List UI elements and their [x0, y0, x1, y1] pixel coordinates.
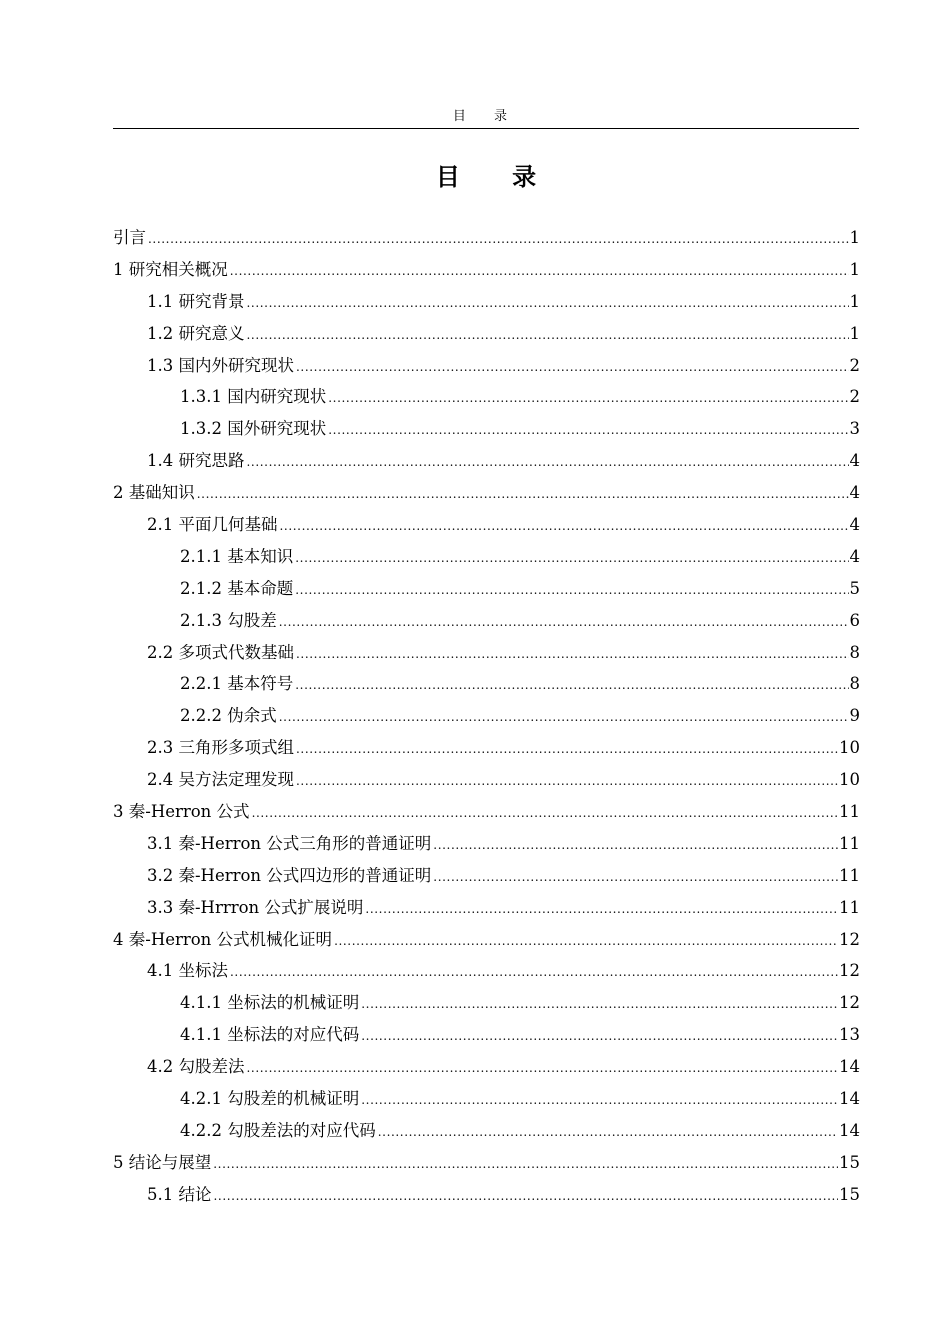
toc-entry[interactable] — [113, 477, 860, 509]
toc-entry[interactable] — [113, 892, 860, 924]
toc-dot-leader — [334, 926, 838, 958]
toc-dot-leader — [280, 511, 849, 543]
toc-page-number: 1 — [849, 228, 860, 247]
toc-entry-title: 3.2 秦-Herron 公式四边形的普通证明 — [147, 865, 432, 885]
toc-entry-title: 1.3.2 国外研究现状 — [180, 419, 327, 439]
toc-page-number: 9 — [849, 706, 860, 726]
toc-page-number: 11 — [839, 833, 860, 853]
toc-entry-title: 2.1.1 基本知识 — [180, 546, 294, 566]
toc-entry[interactable] — [113, 254, 860, 286]
toc-entry[interactable] — [113, 828, 860, 860]
toc-dot-leader — [247, 1053, 839, 1085]
toc-entry-title: 2.4 吴方法定理发现 — [147, 770, 294, 790]
toc-entry-title: 5 结论与展望 — [113, 1152, 212, 1172]
toc-entry[interactable] — [113, 350, 860, 382]
toc-entry-title: 1.3 国内外研究现状 — [147, 355, 294, 375]
toc-page-number: 2 — [849, 355, 860, 375]
toc-entry[interactable] — [113, 445, 860, 477]
toc-entry-title: 2.2.1 基本符号 — [180, 674, 294, 694]
toc-page-number: 1 — [849, 291, 860, 311]
toc-entry[interactable] — [113, 1083, 860, 1115]
toc-entry-title: 1.4 研究思路 — [147, 451, 245, 471]
toc-entry[interactable] — [113, 1147, 860, 1179]
toc-entry[interactable] — [113, 732, 860, 764]
toc-entry[interactable] — [113, 637, 860, 669]
toc-dot-leader — [296, 766, 838, 798]
toc-entry-title: 5.1 结论 — [147, 1184, 212, 1204]
toc-page-number: 12 — [839, 993, 860, 1013]
toc-dot-leader — [279, 607, 849, 639]
toc-page-number: 2 — [849, 387, 860, 407]
toc-dot-leader — [247, 288, 849, 320]
toc-dot-leader — [365, 894, 838, 926]
toc-page-number: 15 — [839, 1152, 860, 1172]
toc-dot-leader — [295, 575, 848, 607]
toc-dot-leader — [148, 224, 849, 256]
toc-page-number: 11 — [839, 897, 860, 917]
toc-dot-leader — [378, 1117, 838, 1149]
toc-entry-title: 1.3.1 国内研究现状 — [180, 387, 327, 407]
toc-entry-title: 2.1 平面几何基础 — [147, 515, 278, 535]
toc-entry[interactable] — [113, 987, 860, 1019]
toc-page-number: 10 — [839, 770, 860, 790]
toc-entry-title: 2.1.2 基本命题 — [180, 578, 294, 598]
page-title: 目 录 — [435, 163, 559, 191]
toc-dot-leader — [247, 447, 849, 479]
toc-dot-leader — [296, 734, 838, 766]
toc-dot-leader — [361, 1021, 838, 1053]
toc-dot-leader — [230, 256, 849, 288]
toc-dot-leader — [230, 957, 838, 989]
toc-entry-title: 2.1.3 勾股差 — [180, 610, 277, 630]
toc-entry[interactable] — [113, 764, 860, 796]
toc-entry[interactable] — [113, 796, 860, 828]
toc-entry[interactable] — [113, 1019, 860, 1051]
toc-entry[interactable] — [113, 605, 860, 637]
toc-entry[interactable] — [113, 1179, 860, 1211]
toc-dot-leader — [433, 830, 838, 862]
toc-entry-title: 4.2.2 勾股差法的对应代码 — [180, 1120, 376, 1140]
toc-entry-title: 1.1 研究背景 — [147, 291, 245, 311]
toc-page-number: 15 — [839, 1184, 860, 1204]
toc-page-number: 14 — [839, 1120, 860, 1140]
toc-dot-leader — [295, 670, 848, 702]
toc-entry[interactable] — [113, 541, 860, 573]
toc-entry[interactable] — [113, 1051, 860, 1083]
toc-entry-title: 4.2.1 勾股差的机械证明 — [180, 1089, 360, 1109]
toc-entry[interactable] — [113, 222, 860, 254]
toc-entry[interactable] — [113, 1115, 860, 1147]
toc-dot-leader — [247, 320, 849, 352]
toc-page-number: 3 — [849, 419, 860, 439]
toc-page-number: 12 — [839, 961, 860, 981]
toc-dot-leader — [252, 798, 838, 830]
toc-dot-leader — [328, 415, 848, 447]
header-rule — [113, 128, 859, 129]
toc-entry-title: 4.1.1 坐标法的机械证明 — [180, 993, 360, 1013]
toc-dot-leader — [361, 1085, 838, 1117]
toc-dot-leader — [296, 639, 849, 671]
toc-dot-leader — [296, 352, 849, 384]
toc-page-number: 14 — [839, 1057, 860, 1077]
toc-page-number: 12 — [839, 929, 860, 949]
toc-page-number: 4 — [849, 451, 860, 471]
toc-entry[interactable] — [113, 286, 860, 318]
toc-entry-title: 4.1.1 坐标法的对应代码 — [180, 1025, 360, 1045]
toc-entry[interactable] — [113, 318, 860, 350]
toc-page-number: 6 — [849, 610, 860, 630]
toc-entry-title: 2 基础知识 — [113, 483, 195, 503]
toc-entry-title: 2.2.2 伪余式 — [180, 706, 277, 726]
toc-entry-title: 4.1 坐标法 — [147, 961, 228, 981]
toc-dot-leader — [361, 989, 838, 1021]
toc-page-number: 1 — [849, 323, 860, 343]
toc-page-number: 4 — [849, 483, 860, 503]
toc-dot-leader — [197, 479, 849, 511]
toc-entry-title: 1.2 研究意义 — [147, 323, 245, 343]
toc-page-number: 10 — [839, 738, 860, 758]
toc-entry[interactable] — [113, 413, 860, 445]
toc-page-number: 14 — [839, 1089, 860, 1109]
toc-entry-title: 引言 — [113, 228, 146, 247]
toc-entry-title: 2.2 多项式代数基础 — [147, 642, 294, 662]
toc-entry-title: 1 研究相关概况 — [113, 259, 228, 279]
toc-entry[interactable] — [113, 381, 860, 413]
toc-page-number: 4 — [849, 515, 860, 535]
toc-page-number: 11 — [839, 802, 860, 822]
toc-dot-leader — [433, 862, 838, 894]
toc-entry-title: 4.2 勾股差法 — [147, 1057, 245, 1077]
toc-page-number: 8 — [849, 642, 860, 662]
toc-dot-leader — [295, 543, 848, 575]
toc-entry[interactable] — [113, 955, 860, 987]
toc-dot-leader — [328, 383, 848, 415]
toc-dot-leader — [214, 1181, 839, 1213]
toc-page-number: 13 — [839, 1025, 860, 1045]
toc-page-number: 4 — [849, 546, 860, 566]
toc-entry-title: 4 秦-Herron 公式机械化证明 — [113, 929, 333, 949]
toc-entry-title: 3.1 秦-Herron 公式三角形的普通证明 — [147, 833, 432, 853]
toc-entry-title: 2.3 三角形多项式组 — [147, 738, 294, 758]
toc-entry[interactable] — [113, 509, 860, 541]
table-of-contents — [113, 222, 860, 1211]
toc-entry[interactable] — [113, 700, 860, 732]
toc-page-number: 1 — [849, 259, 860, 279]
running-header: 目 录 — [452, 109, 520, 124]
toc-dot-leader — [279, 702, 849, 734]
toc-page-number: 11 — [839, 865, 860, 885]
toc-page-number: 8 — [849, 674, 860, 694]
toc-entry[interactable] — [113, 860, 860, 892]
toc-entry-title: 3.3 秦-Hrrron 公式扩展说明 — [147, 897, 364, 917]
toc-entry[interactable] — [113, 924, 860, 956]
toc-page-number: 5 — [849, 578, 860, 598]
toc-entry[interactable] — [113, 573, 860, 605]
toc-entry[interactable] — [113, 668, 860, 700]
toc-dot-leader — [213, 1149, 838, 1181]
toc-entry-title: 3 秦-Herron 公式 — [113, 802, 250, 822]
